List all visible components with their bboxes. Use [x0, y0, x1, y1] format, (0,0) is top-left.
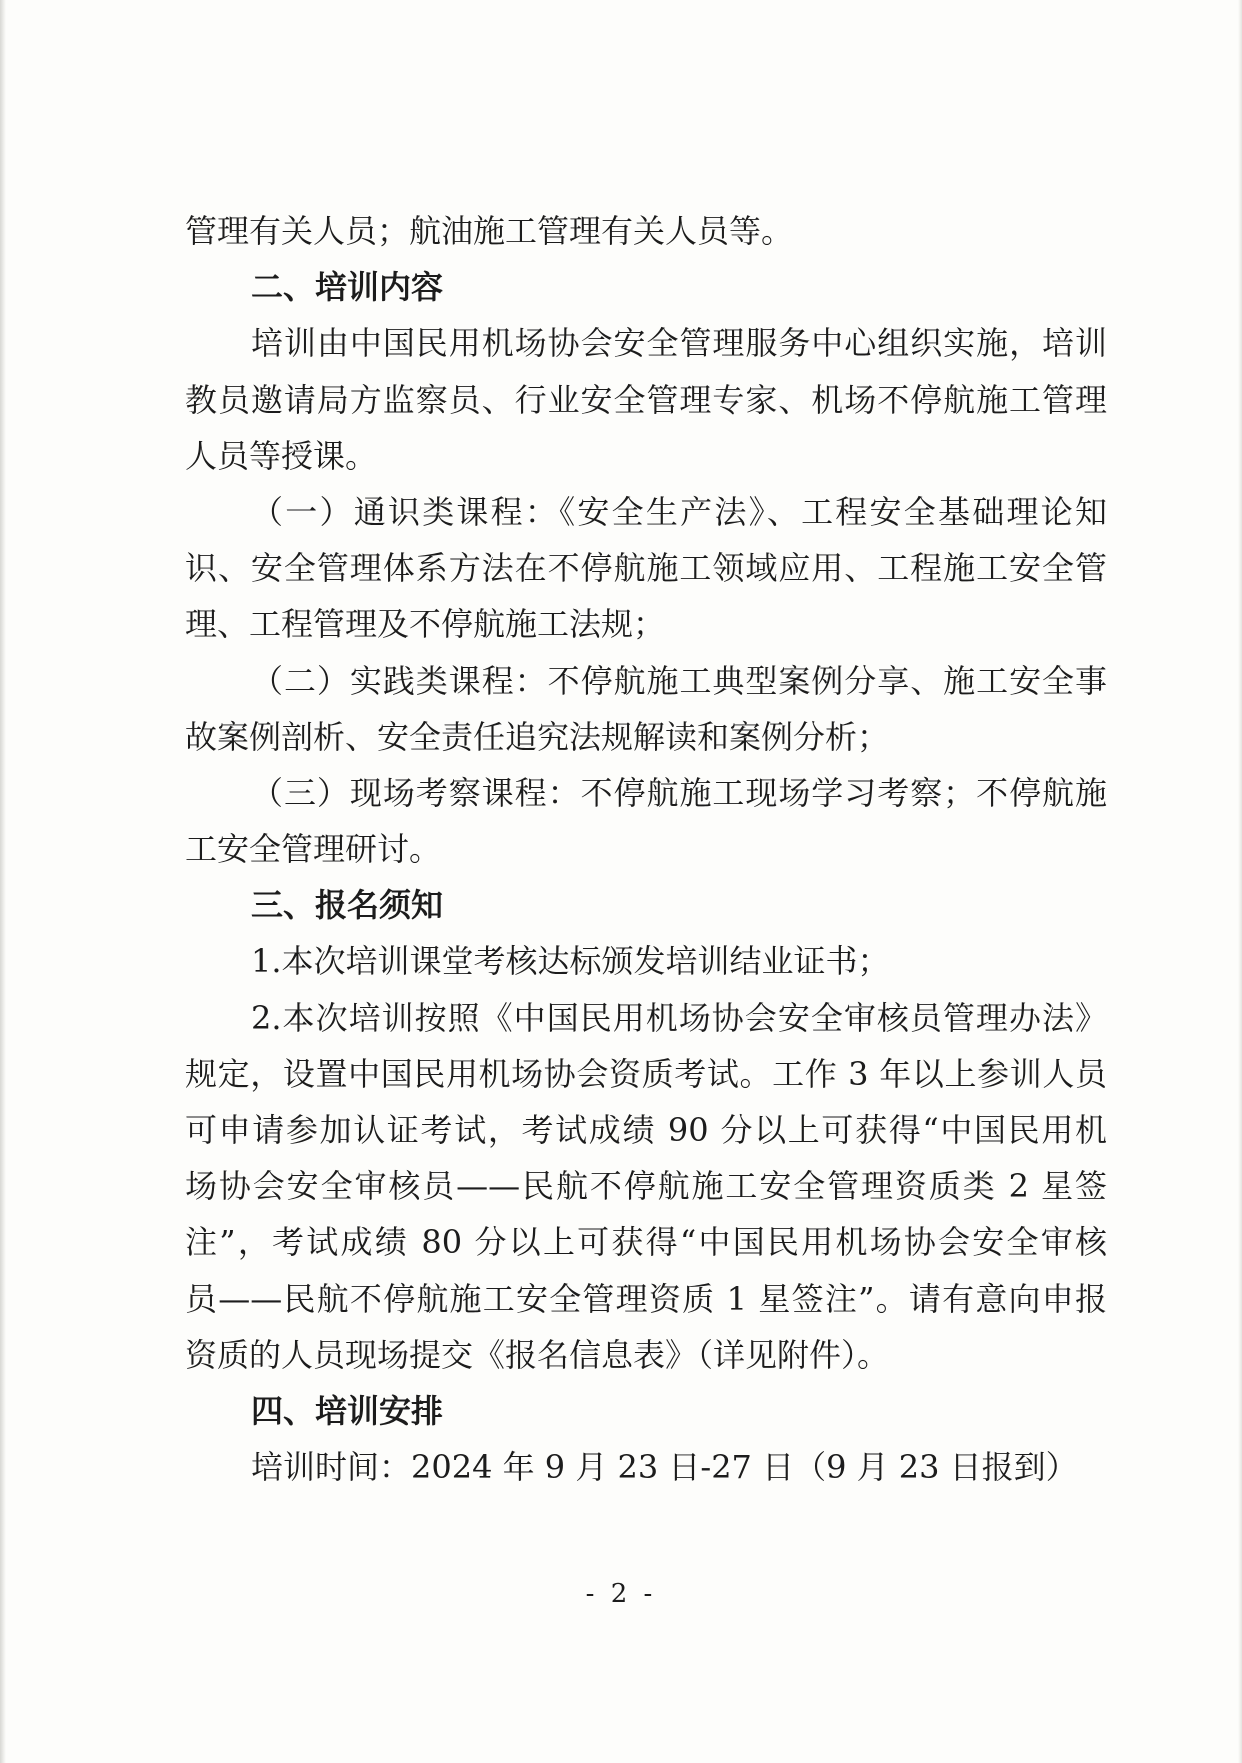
list-item-line: 场协会安全审核员——民航不停航施工安全管理资质类 2 星签	[185, 1167, 1107, 1206]
section-heading-training-content: 二、培训内容	[251, 268, 444, 307]
paragraph-line: 人员等授课。	[185, 436, 378, 475]
training-time-line: 培训时间：2024 年 9 月 23 日-27 日（9 月 23 日报到）	[251, 1448, 1078, 1487]
paragraph-line: 管理有关人员；航油施工管理有关人员等。	[185, 212, 794, 250]
scan-edge-right	[1238, 0, 1242, 1763]
list-item-line: 1.本次培训课堂考核达标颁发培训结业证书；	[251, 942, 890, 981]
section-heading-registration: 三、报名须知	[251, 886, 444, 925]
list-item-line: 2.本次培训按照《中国民用机场协会安全审核员管理办法》	[251, 998, 1107, 1037]
document-body	[185, 203, 1107, 1495]
list-item-line: 识、安全管理体系方法在不停航施工领域应用、工程施工安全管	[185, 549, 1107, 588]
list-item-line: 故案例剖析、安全责任追究法规解读和案例分析；	[185, 717, 890, 756]
list-item-line: 员——民航不停航施工安全管理资质 1 星签注”。请有意向申报	[185, 1279, 1107, 1318]
paragraph-line: 培训由中国民用机场协会安全管理服务中心组织实施，培训	[251, 324, 1107, 363]
paragraph-line: 教员邀请局方监察员、行业安全管理专家、机场不停航施工管理	[185, 380, 1107, 419]
list-item-line: 理、工程管理及不停航施工法规；	[185, 605, 666, 644]
scan-edge-left	[0, 0, 6, 1763]
section-heading-schedule: 四、培训安排	[251, 1391, 444, 1430]
list-item-line: 可申请参加认证考试，考试成绩 90 分以上可获得“中国民用机	[185, 1111, 1107, 1149]
list-item-line: 资质的人员现场提交《报名信息表》（详见附件）。	[185, 1335, 890, 1374]
list-item-line: （三）现场考察课程：不停航施工现场学习考察；不停航施	[251, 773, 1107, 812]
list-item-line: 注”，考试成绩 80 分以上可获得“中国民用机场协会安全审核	[185, 1223, 1107, 1262]
list-item-line: （二）实践类课程：不停航施工典型案例分享、施工安全事	[251, 661, 1107, 700]
page-number: - 2 -	[585, 1579, 657, 1609]
list-item-line: 工安全管理研讨。	[185, 830, 442, 869]
list-item-line: 规定，设置中国民用机场协会资质考试。工作 3 年以上参训人员	[185, 1054, 1107, 1093]
list-item-line: （一）通识类课程：《安全生产法》、工程安全基础理论知	[251, 492, 1107, 531]
